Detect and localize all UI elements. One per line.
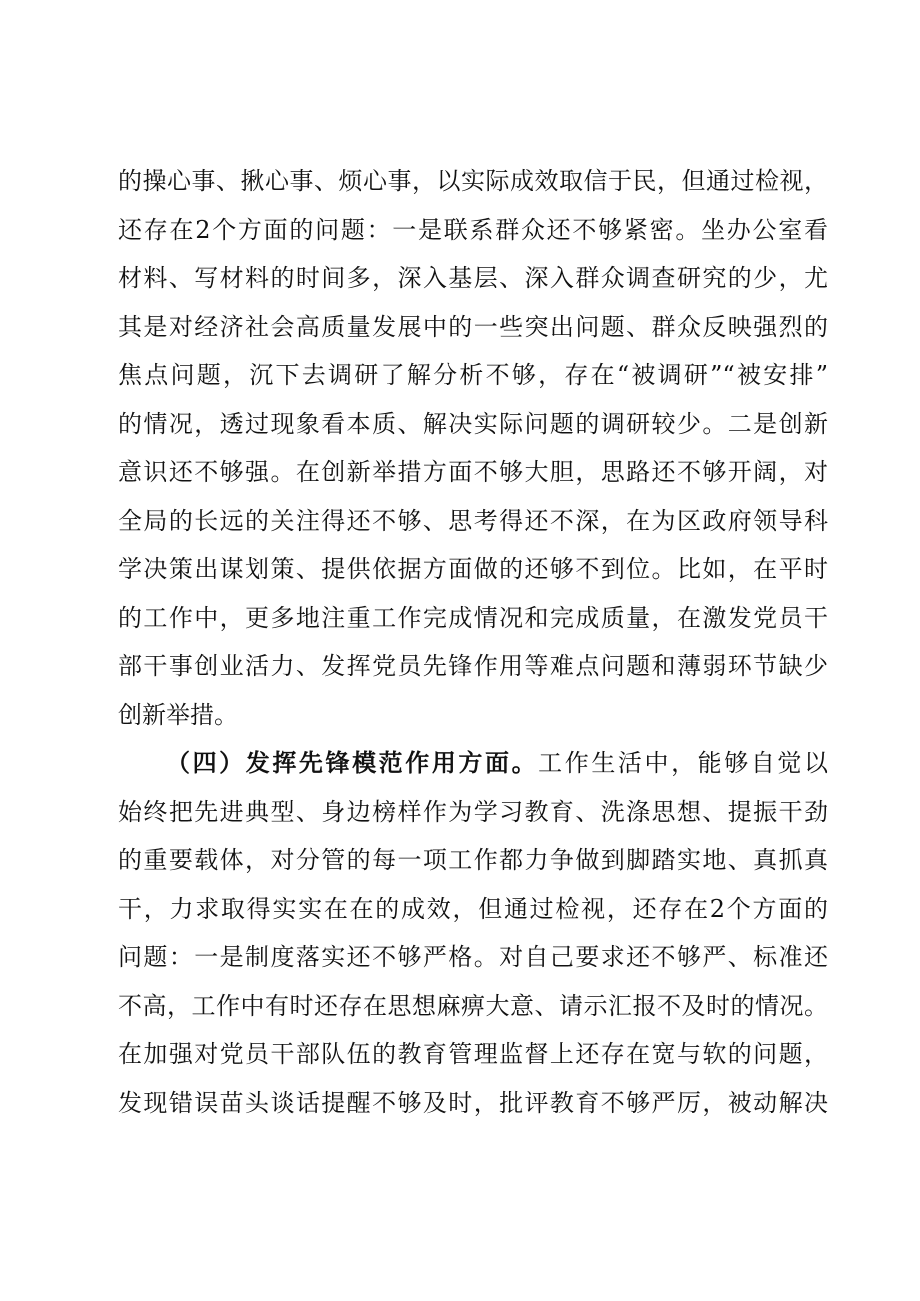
text-line: 创新举措。 <box>118 700 238 729</box>
text-line: 学决策出谋划策、提供依据方面做的还够不到位。比如，在平时 <box>118 555 828 583</box>
paragraph-1 <box>118 157 828 739</box>
text-line: 发现错误苗头谈话提醒不够及时，批评教育不够严厉，被动解决 <box>118 1088 828 1117</box>
paragraph-2 <box>118 739 828 1127</box>
text-line: 的操心事、揪心事、烦心事，以实际成效取信于民，但通过检视， <box>118 167 828 195</box>
text-line: 意识还不够强。在创新举措方面不够大胆，思路还不够开阔，对 <box>118 458 828 486</box>
text-run: 工作生活中，能够自觉以 <box>538 749 829 777</box>
text-line: 在加强对党员干部队伍的教育管理监督上还存在宽与软的问题， <box>118 1040 828 1068</box>
text-line: 材料、写材料的时间多，深入基层、深入群众调查研究的少，尤 <box>118 264 828 292</box>
section-heading: （四）发挥先锋模范作用方面。 <box>166 748 539 777</box>
text-line: 部干事创业活力、发挥党员先锋作用等难点问题和薄弱环节缺少 <box>118 652 828 680</box>
text-line: 的情况，透过现象看本质、解决实际问题的调研较少。二是创新 <box>118 409 828 438</box>
document-body <box>118 157 828 1127</box>
text-line: 的重要载体，对分管的每一项工作都力争做到脚踏实地、真抓真 <box>118 846 828 874</box>
text-line: 干，力求取得实实在在的成效，但通过检视，还存在2个方面的 <box>118 894 828 923</box>
section-heading-line <box>118 739 828 788</box>
text-line: 其是对经济社会高质量发展中的一些突出问题、群众反映强烈的 <box>118 312 828 341</box>
text-line: 全局的长远的关注得还不够、思考得还不深，在为区政府领导科 <box>118 506 828 535</box>
text-line: 始终把先进典型、身边榜样作为学习教育、洗涤思想、提振干劲 <box>118 797 828 826</box>
text-line: 还存在2个方面的问题：一是联系群众还不够紧密。坐办公室看 <box>118 215 828 244</box>
text-line: 的工作中，更多地注重工作完成情况和完成质量，在激发党员干 <box>118 603 828 632</box>
text-line: 不高，工作中有时还存在思想麻痹大意、请示汇报不及时的情况。 <box>118 991 828 1020</box>
text-line: 焦点问题，沉下去调研了解分析不够，存在“被调研”“被安排” <box>118 361 828 389</box>
text-line: 问题：一是制度落实还不够严格。对自己要求还不够严、标准还 <box>118 943 828 971</box>
